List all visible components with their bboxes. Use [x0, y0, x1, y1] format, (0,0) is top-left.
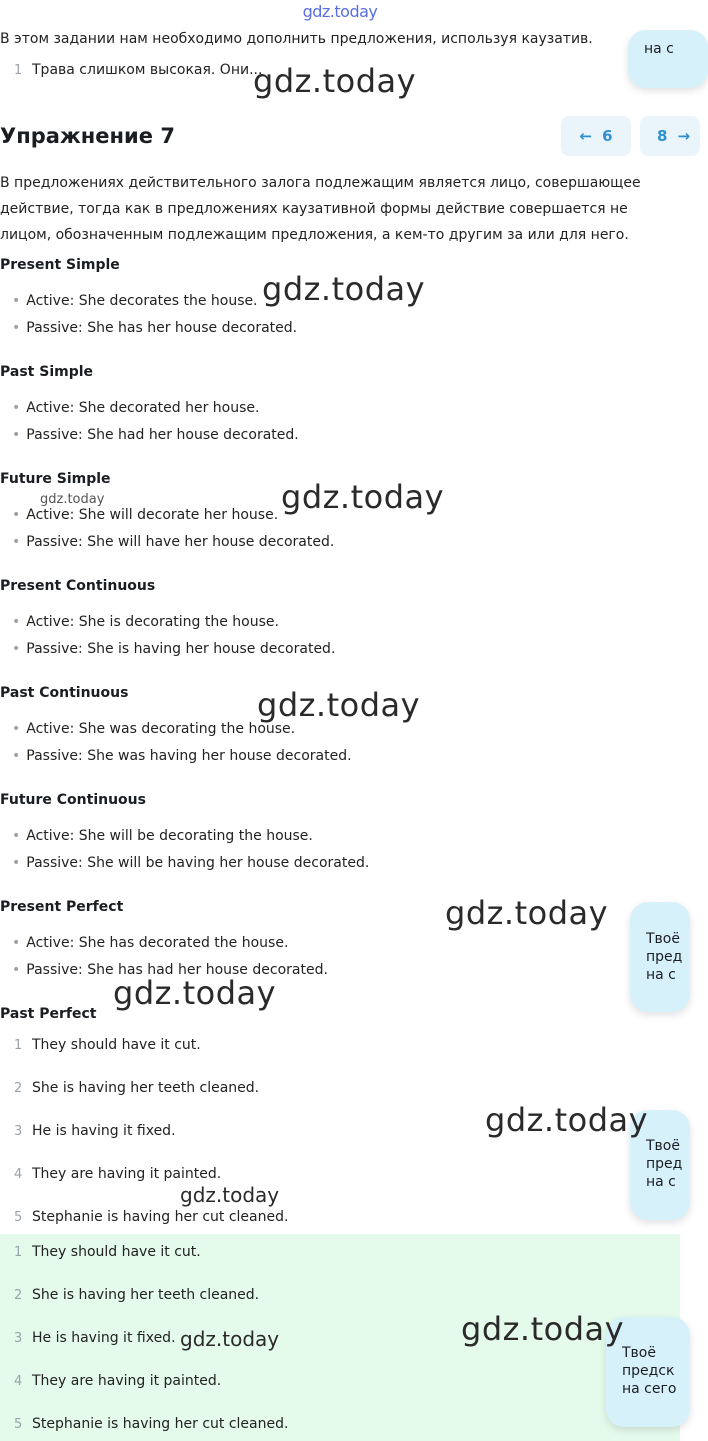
list-item: • Passive: She has had her house decorated.	[12, 962, 328, 978]
answer-item: 3 He is having it fixed.	[14, 1123, 176, 1139]
answer-item: 3 He is having it fixed.	[14, 1330, 176, 1346]
answer-item: 1 They should have it cut.	[14, 1037, 201, 1053]
list-item: • Passive: She had her house decorated.	[12, 427, 299, 443]
section-title: Future Continuous	[0, 792, 146, 808]
bullet-dot: •	[12, 614, 21, 630]
section-title: Past Simple	[0, 364, 94, 380]
exercise-title: Упражнение 7	[0, 124, 175, 148]
list-item: • Active: She was decorating the house.	[12, 721, 296, 737]
bullet-dot: •	[12, 534, 21, 550]
list-item: • Active: She will decorate her house.	[12, 507, 279, 523]
watermark: gdz.today	[180, 1183, 280, 1207]
list-item: • Passive: She has her house decorated.	[12, 320, 298, 336]
intro-item-number: 1	[14, 63, 23, 78]
top-watermark: gdz.today	[302, 2, 378, 21]
watermark: gdz.today	[461, 1310, 625, 1348]
chat-bubble[interactable]: Твоё пред на с	[630, 902, 690, 1012]
watermark: gdz.today	[445, 894, 609, 932]
arrow-right-icon: →	[677, 127, 691, 145]
intro-item	[0, 62, 262, 78]
chat-bubble-top[interactable]	[628, 30, 708, 88]
bullet-dot: •	[12, 855, 21, 871]
answer-item: 5 Stephanie is having her cut cleaned.	[14, 1416, 289, 1432]
watermark: gdz.today	[257, 686, 421, 724]
answer-item: 5 Stephanie is having her cut cleaned.	[14, 1209, 289, 1225]
section-title: Present Simple	[0, 257, 120, 273]
list-item: • Active: She decorated her house.	[12, 400, 260, 416]
bullet-dot: •	[12, 427, 21, 443]
arrow-left-icon: ←	[579, 127, 593, 145]
bullet-dot: •	[12, 293, 21, 309]
answer-item: 2 She is having her teeth cleaned.	[14, 1287, 260, 1303]
answer-item: 1 They should have it cut.	[14, 1244, 201, 1260]
chat-bubble[interactable]: Твоё пред на с	[630, 1110, 690, 1220]
list-item: • Active: She decorates the house.	[12, 293, 258, 309]
bullet-dot: •	[12, 828, 21, 844]
section-title: Past Continuous	[0, 685, 129, 701]
section-title: Present Continuous	[0, 578, 156, 594]
watermark: gdz.today	[281, 478, 445, 516]
explanation-paragraph: В предложениях действительного залога подлежащим является лицо, совершающее действие, тогда как в предложениях каузативной формы действие совершается не лицом, обозначенным подлежащим предложения, а кем-то другим за или для него.	[0, 175, 641, 243]
section-title: Future Simple	[0, 471, 111, 487]
bullet-dot: •	[12, 721, 21, 737]
prev-exercise-button[interactable]	[561, 116, 631, 156]
bullet-dot: •	[12, 400, 21, 416]
next-exercise-label: 8	[657, 127, 668, 145]
chat-bubble-top-text: на с	[644, 41, 674, 57]
watermark: gdz.today	[253, 62, 417, 100]
watermark: gdz.today	[262, 270, 426, 308]
bullet-dot: •	[12, 748, 21, 764]
list-item: • Passive: She was having her house decorated.	[12, 748, 352, 764]
intro-text: В этом задании нам необходимо дополнить предложения, используя каузатив.	[0, 31, 593, 47]
section-title: Present Perfect	[0, 899, 124, 915]
list-item: • Active: She has decorated the house.	[12, 935, 289, 951]
list-item: • Active: She will be decorating the house.	[12, 828, 313, 844]
answer-item: 2 She is having her teeth cleaned.	[14, 1080, 260, 1096]
list-item: • Passive: She is having her house decorated.	[12, 641, 336, 657]
next-exercise-button[interactable]	[640, 116, 700, 156]
bullet-dot: •	[12, 962, 21, 978]
watermark: gdz.today	[113, 974, 277, 1012]
bullet-dot: •	[12, 935, 21, 951]
bullet-dot: •	[12, 641, 21, 657]
watermark: gdz.today	[180, 1327, 280, 1351]
list-item: • Active: She is decorating the house.	[12, 614, 279, 630]
watermark: gdz.today	[485, 1101, 649, 1139]
intro-item-text: Трава слишком высокая. Они...	[32, 62, 263, 78]
bullet-dot: •	[12, 507, 21, 523]
answer-item: 4 They are having it painted.	[14, 1373, 222, 1389]
watermark: gdz.today	[40, 492, 105, 507]
prev-exercise-label: 6	[602, 127, 613, 145]
bullet-dot: •	[12, 320, 21, 336]
section-title: Past Perfect	[0, 1006, 97, 1022]
answer-item: 4 They are having it painted.	[14, 1166, 222, 1182]
chat-bubble[interactable]: Твоё предск на сего	[606, 1317, 690, 1427]
list-item: • Passive: She will be having her house decorated.	[12, 855, 370, 871]
list-item: • Passive: She will have her house decorated.	[12, 534, 335, 550]
